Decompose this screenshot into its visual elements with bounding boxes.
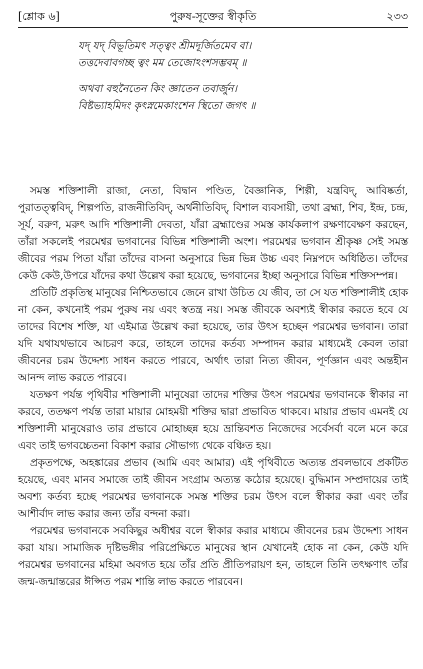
verse-reference: [শ্লোক ৬] <box>18 10 60 23</box>
paragraph: প্রতিটি প্রকৃতিস্থ মানুষের নিশ্চিতভাবে জেনে রাখা উচিত যে জীব, তা সে যত শক্তিশালীই হোক না কেন, কখনোই পরম পুরুষ নয় এবং স্বতন্ত্র নয়। সমস্ত জীবকে অবশ্যই স্বীকার করতে হবে যে তাদের বিশেষ শক্তি, যা এইমাত্র উল্লেখ করা হয়েছে, তার উৎস হচ্ছেন পরমেশ্বর ভগবান। তারা যদি যথাযথভাবে আচরণ করে, তাহলে তাদের কর্তব্য সম্পাদন করার মাধ্যমেই কেবল তারা জীবনের চরম উদ্দেশ্য সাধন করতে পারবে, অর্থাৎ তারা নিত্য জীবন, পূর্ণজ্ঞান এবং অন্তহীন আনন্দ লাভ করতে পারবে। <box>18 287 408 384</box>
paragraph: যতক্ষণ পর্যন্ত পৃথিবীর শক্তিশালী মানুষেরা তাদের শক্তির উৎস পরমেশ্বর ভগবানকে স্বীকার না করবে, ততক্ষণ পর্যন্ত তারা মায়ার মোহময়ী শক্তির দ্বারা প্রভাবিত থাকবে। মায়ার প্রভাব এমনই যে শক্তিশালী মানুষেরাও তার প্রভাবে মোহাচ্ছন্ন হয়ে ভ্রান্তিবশত নিজেদের সর্বেসর্বা বলে মনে করে এবং তাই ভগবচ্চেতনা বিকাশ করার সৌভাগ্য থেকে বঞ্চিত হয়। <box>18 389 408 452</box>
sanskrit-verses <box>18 38 408 124</box>
verse-block <box>18 38 408 72</box>
verse-line: বিষ্টভ্যাহমিদং কৃৎস্নমেকাংশেন স্থিতো জগৎ ॥ <box>78 100 256 112</box>
page-header <box>18 8 408 26</box>
paragraph: প্রকৃতপক্ষে, অহঙ্কারের প্রভাব (আমি এবং আমার) এই পৃথিবীতে অত্যন্ত প্রবলভাবে প্রকটিত হয়েছে, এবং মানব সমাজে তাই জীবন সংগ্রাম অত্যন্ত কঠোর হয়েছে। বুদ্ধিমান সম্প্রদায়ের তাই অবশ্য কর্তব্য হচ্ছে পরমেশ্বর ভগবানকে সমস্ত শক্তির চরম উৎস বলে স্বীকার করা এবং তাঁর আশীর্বাদ লাভ করার জন্য তাঁর বন্দনা করা। <box>18 457 408 520</box>
verse-block <box>18 81 408 115</box>
paragraph: পরমেশ্বর ভগবানকে সবকিছুর অধীশ্বর বলে স্বীকার করার মাধ্যমে জীবনের চরম উদ্দেশ্য সাধন করা যায়। সামাজিক দৃষ্টিভঙ্গীর পরিপ্রেক্ষিতে মানুষের স্থান যেখানেই হোক না কেন, কেউ যদি পরমেশ্বর ভগবানের মহিমা অবগত হয়ে তাঁর প্রতি প্রীতিপরায়ণ হন, তাহলে তিনি তৎক্ষণাৎ তাঁর জন্ম-জন্মান্তরের ঈপ্সিত পরম শান্তি লাভ করতে পারবেন। <box>18 525 408 588</box>
paragraph: সমস্ত শক্তিশালী রাজা, নেতা, বিদ্বান পণ্ডিত, বৈজ্ঞানিক, শিল্পী, যন্ত্রবিদ্‌, আবিষ্কর্তা, পুরাতত্ত্ববিদ্‌, শিল্পপতি, রাজনীতিবিদ্‌, অর্থনীতিবিদ্‌, বিশাল ব্যবসায়ী, তথা ব্রহ্মা, শিব, ইন্দ্র, চন্দ্র, সূর্য, বরুণ, মরুৎ আদি শক্তিশালী দেবতা, যাঁরা ব্রহ্মাণ্ডের সমস্ত কার্যকলাপ রক্ষণাবেক্ষণ করছেন, তাঁরা সকলেই পরমেশ্বর ভগবানের বিভিন্ন শক্তিশালী অংশ। পরমেশ্বর ভগবান শ্রীকৃষ্ণ সেই সমস্ত জীবের পরম পিতা যাঁরা তাঁদের বাসনা অনুসারে ভিন্ন ভিন্ন উচ্চ এবং নিম্নপদে অধিষ্ঠিত। তাঁদের কেউ কেউ,উপরে যাঁদের কথা উল্লেখ করা হয়েছে, ভগবানের ইচ্ছা অনুসারে বিভিন্ন শক্তিসম্পন্ন। <box>18 185 408 282</box>
verse-line: অথবা বহুনৈতেন কিং জ্ঞাতেন তবার্জুন। <box>78 83 238 95</box>
verse-line: যদ্‌ যদ্‌ বিভূতিমৎ সত্ত্বং শ্রীমদূর্জিতমেব বা। <box>78 40 252 52</box>
page-number: ২৩৩ <box>386 10 408 23</box>
header-divider <box>18 27 408 28</box>
body-text <box>18 183 408 591</box>
chapter-title: পুরুষ-সূক্তের স্বীকৃতি <box>169 10 257 23</box>
verse-line: তত্তদেবাবগচ্ছ ত্বং মম তেজোঽংশসম্ভবম্‌ ॥ <box>78 57 247 69</box>
